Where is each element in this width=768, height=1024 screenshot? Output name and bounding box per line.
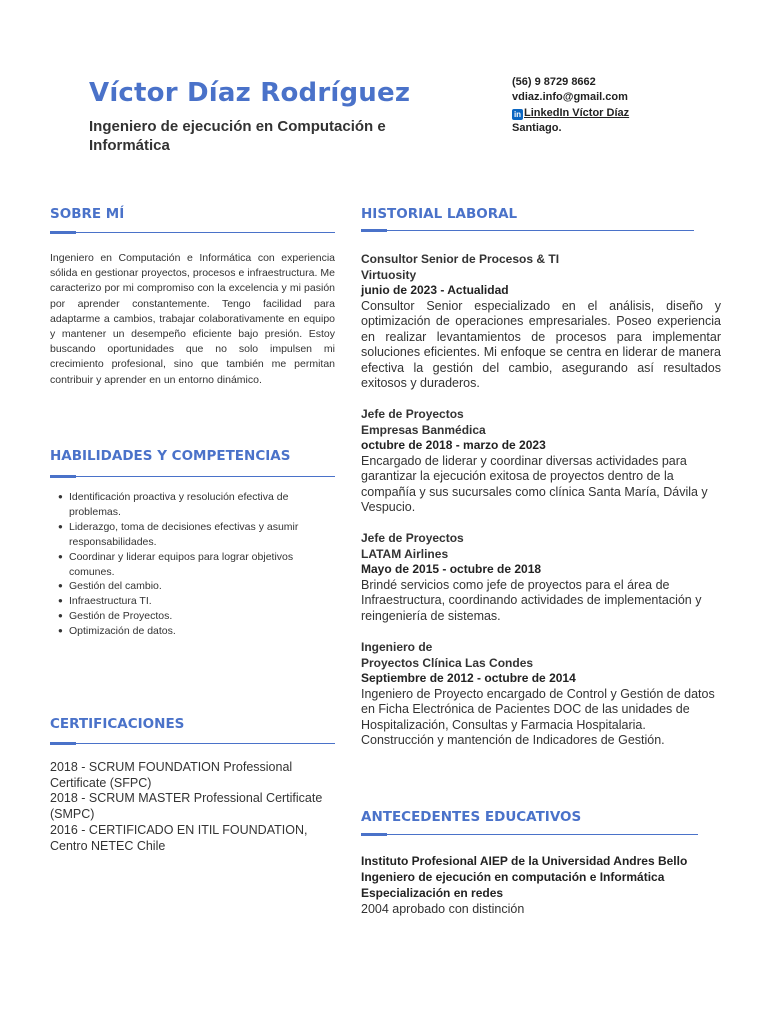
job-company: Proyectos Clínica Las Condes <box>361 655 534 670</box>
job-dates: Septiembre de 2012 - octubre de 2014 <box>361 671 576 685</box>
list-item <box>58 579 340 594</box>
education-institution: Instituto Profesional AIEP de la Universidad Andres Bello <box>361 854 688 868</box>
list-item <box>58 624 340 639</box>
skills-divider <box>50 476 335 477</box>
linkedin-icon: in <box>513 109 522 119</box>
contact-block <box>512 75 629 137</box>
education-divider <box>361 834 698 835</box>
education-degree: Ingeniero de ejecución en computación e Informática <box>361 870 665 884</box>
job-description: Ingeniero de Proyecto encargado de Control y Gestión de datos en Ficha Electrónica de Pacientes DOC de las unidades de Hospitalización, Consultas y Farmacia Hospitalaria. Construcción y mantención de Indicadores de Gestión. <box>361 686 715 747</box>
skill-text: Gestión de Proyectos. <box>69 610 173 623</box>
list-item <box>58 520 340 550</box>
education-specialization: Especialización en redes <box>361 886 504 900</box>
list-item <box>58 594 340 609</box>
bullet-icon: ● <box>58 521 63 531</box>
about-divider <box>50 232 335 233</box>
work-heading: HISTORIAL LABORAL <box>361 206 518 222</box>
list-item <box>58 490 340 520</box>
contact-city: Santiago. <box>512 122 562 135</box>
job-entry <box>361 640 721 749</box>
bullet-icon: ● <box>58 492 63 501</box>
job-dates: junio de 2023 - Actualidad <box>361 283 509 297</box>
skills-divider-accent <box>50 475 76 478</box>
job-description: Consultor Senior especializado en el análisis, diseño y optimización de operaciones empresariales. Poseo experiencia en realizar levantamientos de procesos para implementar soluciones eficientes. Mi enfoque se centra en liderar de manera efectiva la gestión del cambio, asegurando así resultados exitosos y duraderos. <box>361 298 721 390</box>
bullet-icon: ● <box>58 581 63 591</box>
about-heading: SOBRE MÍ <box>50 206 125 222</box>
skills-list <box>58 490 340 639</box>
job-entry <box>361 531 721 624</box>
candidate-profession: Ingeniero de ejecución en Computación e Informática <box>89 118 386 154</box>
certifications-divider <box>50 743 335 744</box>
skill-text: Gestión del cambio. <box>69 580 162 593</box>
certifications-heading: CERTIFICACIONES <box>50 716 185 732</box>
certifications-list <box>50 760 340 854</box>
candidate-name: Víctor Díaz Rodríguez <box>89 78 411 108</box>
bullet-icon: ● <box>58 551 63 561</box>
certification-item: 2018 - SCRUM MASTER Professional Certificate (SMPC) <box>50 791 323 822</box>
job-title: Jefe de Proyectos <box>361 407 464 421</box>
job-dates: Mayo de 2015 - octubre de 2018 <box>361 562 542 576</box>
job-company: LATAM Airlines <box>361 546 449 561</box>
job-dates: octubre de 2018 - marzo de 2023 <box>361 438 546 452</box>
work-divider-accent <box>361 229 387 232</box>
skill-text: Infraestructura TI. <box>69 595 152 608</box>
job-description: Brindé servicios como jefe de proyectos para el área de Infraestructura, coordinando actividades de implementación y reingeniería de sistemas. <box>361 577 702 623</box>
job-entry <box>361 407 721 516</box>
certification-item: 2016 - CERTIFICADO EN ITIL FOUNDATION, Centro NETEC Chile <box>50 822 308 853</box>
about-text: Ingeniero en Computación e Informática con experiencia sólida en gestionar proyectos, procesos e infraestructura. Me caracterizo por mi compromiso con la excelencia y mi pasión por aprender constantemente. Tengo facilidad para adaptarme a cambios, trabajar colaborativamente en equipo y mantener un desempeño eficiente bajo presión. Estoy buscando oportunidades que no solo impulsen mi crecimiento profesional, sino que también me permitan contribuir y aprender en un entorno dinámico. <box>50 252 335 386</box>
contact-linkedin[interactable] <box>512 106 629 121</box>
education-heading: ANTECEDENTES EDUCATIVOS <box>361 809 582 825</box>
bullet-icon: ● <box>58 596 63 606</box>
education-note: 2004 aprobado con distinción <box>361 902 525 916</box>
list-item <box>58 550 340 580</box>
certification-item: 2018 - SCRUM FOUNDATION Professional Certificate (SFPC) <box>50 760 293 790</box>
job-company: Empresas Banmédica <box>361 422 486 437</box>
certifications-divider-accent <box>50 742 76 745</box>
bullet-icon: ● <box>58 611 63 621</box>
job-title: Jefe de Proyectos <box>361 531 464 545</box>
skill-text: Liderazgo, toma de decisiones efectivas y asumir responsabilidades. <box>69 520 299 548</box>
contact-email[interactable]: vdiaz.info@gmail.com <box>512 91 628 104</box>
job-title: Ingeniero de <box>361 640 433 654</box>
linkedin-link[interactable]: LinkedIn Víctor Díaz <box>524 106 630 119</box>
job-description: Encargado de liderar y coordinar diversas actividades para garantizar la ejecución exitosa de proyectos dentro de la compañía y sus sucursales como clínica Santa María, Dávila y Vespucio. <box>361 453 708 514</box>
job-company: Virtuosity <box>361 267 417 282</box>
education-entry <box>361 853 721 917</box>
bullet-icon: ● <box>58 626 63 636</box>
contact-phone: (56) 9 8729 8662 <box>512 76 596 88</box>
skill-text: Identificación proactiva y resolución efectiva de problemas. <box>69 491 289 518</box>
skill-text: Optimización de datos. <box>69 625 176 638</box>
list-item <box>58 609 340 624</box>
education-divider-accent <box>361 833 387 836</box>
job-title: Consultor Senior de Procesos & TI <box>361 252 560 266</box>
skill-text: Coordinar y liderar equipos para lograr objetivos comunes. <box>69 550 294 578</box>
skills-heading: HABILIDADES Y COMPETENCIAS <box>50 448 291 464</box>
work-divider <box>361 230 694 231</box>
job-entry <box>361 252 721 392</box>
about-divider-accent <box>50 231 76 234</box>
